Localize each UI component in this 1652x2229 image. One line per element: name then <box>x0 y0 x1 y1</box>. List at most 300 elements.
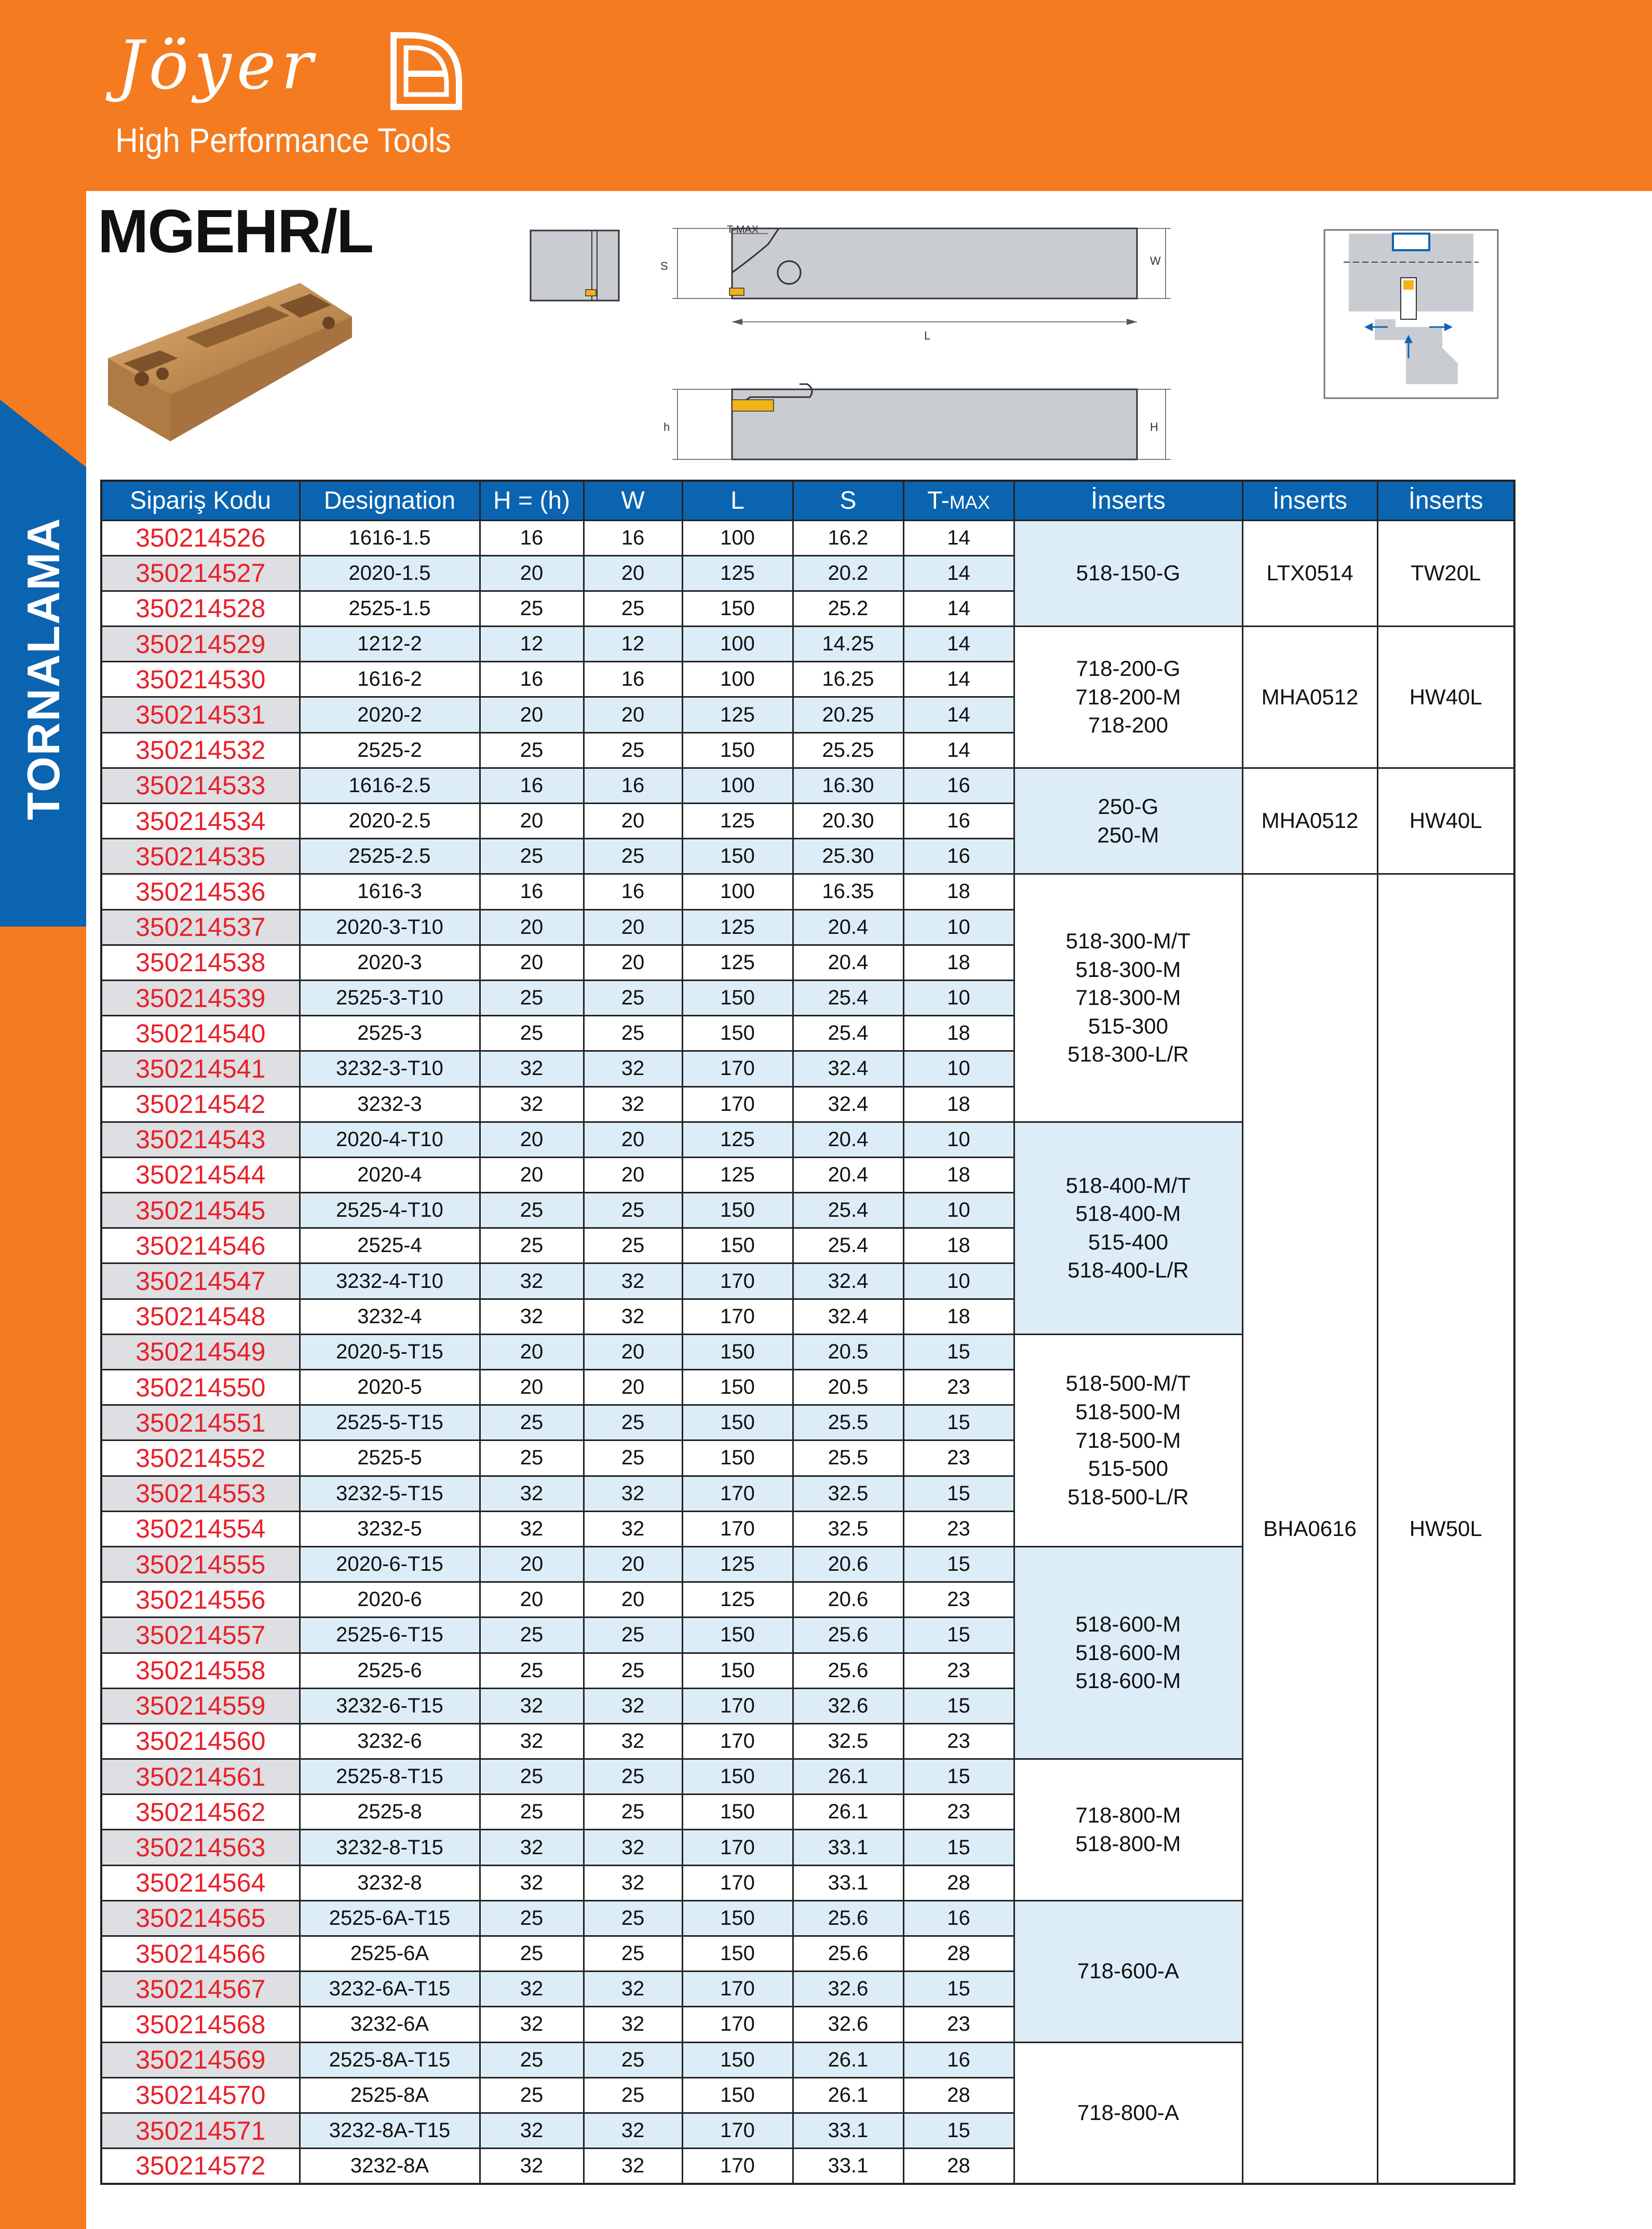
designation-cell: 3232-8A <box>300 2149 480 2184</box>
l-cell: 170 <box>682 1051 793 1086</box>
l-cell: 125 <box>682 804 793 839</box>
w-cell: 20 <box>584 1582 682 1618</box>
designation-cell: 1212-2 <box>300 627 480 662</box>
h-cell: 25 <box>480 1936 584 1972</box>
designation-cell: 2525-6A-T15 <box>300 1900 480 1936</box>
w-cell: 20 <box>584 1334 682 1369</box>
h-cell: 16 <box>480 520 584 555</box>
w-cell: 20 <box>584 555 682 591</box>
h-cell: 32 <box>480 2149 584 2184</box>
order-code-cell: 350214551 <box>101 1405 300 1440</box>
tmax-cell: 14 <box>903 555 1014 591</box>
w-cell: 32 <box>584 1263 682 1299</box>
col-header-designation: Designation <box>300 481 480 520</box>
order-code-cell: 350214544 <box>101 1157 300 1192</box>
l-cell: 170 <box>682 1688 793 1723</box>
order-code-cell: 350214539 <box>101 980 300 1015</box>
h-cell: 32 <box>480 1263 584 1299</box>
s-cell: 25.4 <box>793 1016 903 1051</box>
col-header-code: Sipariş Kodu <box>101 481 300 520</box>
designation-cell: 2020-1.5 <box>300 555 480 591</box>
h-cell: 20 <box>480 1370 584 1405</box>
w-cell: 25 <box>584 1440 682 1476</box>
l-cell: 150 <box>682 1900 793 1936</box>
tmax-cell: 18 <box>903 1157 1014 1192</box>
tmax-cell: 16 <box>903 2042 1014 2077</box>
tmax-cell: 14 <box>903 627 1014 662</box>
designation-cell: 2020-3 <box>300 945 480 980</box>
tmax-cell: 23 <box>903 1653 1014 1688</box>
designation-cell: 3232-5-T15 <box>300 1476 480 1511</box>
l-cell: 150 <box>682 2077 793 2113</box>
table-row <box>101 627 1514 662</box>
h-cell: 25 <box>480 1440 584 1476</box>
l-cell: 150 <box>682 732 793 768</box>
s-cell: 33.1 <box>793 2113 903 2148</box>
tmax-cell: 18 <box>903 945 1014 980</box>
tmax-cell: 10 <box>903 1263 1014 1299</box>
w-cell: 16 <box>584 874 682 909</box>
product-title: MGEHR/L <box>98 197 373 266</box>
tmax-cell: 14 <box>903 591 1014 626</box>
tool-holder-drawing <box>659 223 1173 467</box>
h-cell: 32 <box>480 1972 584 2007</box>
inserts-cell: 518-300-M/T 518-300-M 718-300-M 515-300 518-300-L/R <box>1014 874 1242 1122</box>
designation-cell: 3232-3 <box>300 1086 480 1122</box>
order-code-cell: 350214532 <box>101 732 300 768</box>
tmax-cell: 10 <box>903 1193 1014 1228</box>
designation-cell: 3232-3-T10 <box>300 1051 480 1086</box>
tmax-cell: 18 <box>903 1228 1014 1263</box>
w-cell: 25 <box>584 1653 682 1688</box>
left-band <box>0 0 86 2229</box>
s-cell: 33.1 <box>793 1830 903 1865</box>
order-code-cell: 350214549 <box>101 1334 300 1369</box>
l-cell: 170 <box>682 1299 793 1334</box>
col-header-inserts: İnserts <box>1014 481 1242 520</box>
w-cell: 20 <box>584 945 682 980</box>
dim-h-small-label: h <box>663 420 670 433</box>
order-code-cell: 350214569 <box>101 2042 300 2077</box>
dim-tmax-label: T-MAX <box>727 224 759 236</box>
h-cell: 20 <box>480 1546 584 1582</box>
s-cell: 26.1 <box>793 2042 903 2077</box>
order-code-cell: 350214553 <box>101 1476 300 1511</box>
designation-cell: 2525-6-T15 <box>300 1618 480 1653</box>
w-cell: 32 <box>584 2007 682 2042</box>
w-cell: 25 <box>584 1405 682 1440</box>
s-cell: 32.5 <box>793 1723 903 1759</box>
l-cell: 170 <box>682 1865 793 1900</box>
designation-cell: 3232-4 <box>300 1299 480 1334</box>
l-cell: 125 <box>682 909 793 945</box>
h-cell: 32 <box>480 2113 584 2148</box>
blade-cell: MHA0512 <box>1242 627 1377 768</box>
designation-cell: 1616-2 <box>300 662 480 697</box>
h-cell: 25 <box>480 1618 584 1653</box>
h-cell: 25 <box>480 732 584 768</box>
tmax-cell: 10 <box>903 1122 1014 1157</box>
col-header-l: L <box>682 481 793 520</box>
s-cell: 26.1 <box>793 1795 903 1830</box>
order-code-cell: 350214534 <box>101 804 300 839</box>
tmax-cell: 10 <box>903 980 1014 1015</box>
designation-cell: 3232-4-T10 <box>300 1263 480 1299</box>
order-code-cell: 350214543 <box>101 1122 300 1157</box>
designation-cell: 2020-2.5 <box>300 804 480 839</box>
inserts-cell: 718-800-A <box>1014 2042 1242 2184</box>
h-cell: 32 <box>480 1865 584 1900</box>
l-cell: 170 <box>682 2149 793 2184</box>
s-cell: 32.4 <box>793 1263 903 1299</box>
tmax-cell: 10 <box>903 1051 1014 1086</box>
inserts-cell: 518-150-G <box>1014 520 1242 627</box>
l-cell: 150 <box>682 1405 793 1440</box>
h-cell: 16 <box>480 768 584 803</box>
designation-cell: 2525-8 <box>300 1795 480 1830</box>
l-cell: 150 <box>682 1653 793 1688</box>
l-cell: 125 <box>682 945 793 980</box>
w-cell: 20 <box>584 1157 682 1192</box>
tmax-cell: 23 <box>903 1511 1014 1546</box>
l-cell: 100 <box>682 768 793 803</box>
designation-cell: 1616-3 <box>300 874 480 909</box>
side-category-label: TORNALAMA <box>18 517 69 820</box>
h-cell: 25 <box>480 591 584 626</box>
h-cell: 25 <box>480 2077 584 2113</box>
designation-cell: 2020-6-T15 <box>300 1546 480 1582</box>
h-cell: 20 <box>480 804 584 839</box>
tmax-cell: 18 <box>903 1016 1014 1051</box>
l-cell: 100 <box>682 874 793 909</box>
order-code-cell: 350214550 <box>101 1370 300 1405</box>
s-cell: 26.1 <box>793 1759 903 1795</box>
designation-cell: 1616-1.5 <box>300 520 480 555</box>
l-cell: 125 <box>682 1157 793 1192</box>
tmax-prefix: T- <box>927 486 950 514</box>
s-cell: 32.4 <box>793 1086 903 1122</box>
detail-view-drawing <box>1323 228 1499 400</box>
s-cell: 16.2 <box>793 520 903 555</box>
order-code-cell: 350214560 <box>101 1723 300 1759</box>
l-cell: 150 <box>682 839 793 874</box>
order-code-cell: 350214541 <box>101 1051 300 1086</box>
s-cell: 20.4 <box>793 945 903 980</box>
side-view-drawing <box>529 228 622 304</box>
designation-cell: 2020-5 <box>300 1370 480 1405</box>
tmax-cell: 18 <box>903 1299 1014 1334</box>
order-code-cell: 350214542 <box>101 1086 300 1122</box>
l-cell: 150 <box>682 980 793 1015</box>
l-cell: 170 <box>682 1476 793 1511</box>
h-cell: 12 <box>480 627 584 662</box>
tmax-cell: 28 <box>903 1865 1014 1900</box>
order-code-cell: 350214561 <box>101 1759 300 1795</box>
order-code-cell: 350214536 <box>101 874 300 909</box>
tmax-cell: 28 <box>903 2077 1014 2113</box>
tmax-cell: 14 <box>903 662 1014 697</box>
l-cell: 170 <box>682 1830 793 1865</box>
s-cell: 33.1 <box>793 1865 903 1900</box>
key-cell: HW50L <box>1377 874 1514 2184</box>
h-cell: 20 <box>480 1122 584 1157</box>
s-cell: 25.4 <box>793 980 903 1015</box>
l-cell: 150 <box>682 1759 793 1795</box>
w-cell: 16 <box>584 662 682 697</box>
designation-cell: 2525-4 <box>300 1228 480 1263</box>
table-row <box>101 520 1514 555</box>
s-cell: 32.6 <box>793 1972 903 2007</box>
table-header-row <box>101 481 1514 520</box>
table-row <box>101 874 1514 909</box>
col-header-h: H = (h) <box>480 481 584 520</box>
order-code-cell: 350214527 <box>101 555 300 591</box>
w-cell: 25 <box>584 1193 682 1228</box>
designation-cell: 2525-2 <box>300 732 480 768</box>
order-code-cell: 350214538 <box>101 945 300 980</box>
s-cell: 20.2 <box>793 555 903 591</box>
w-cell: 20 <box>584 804 682 839</box>
l-cell: 150 <box>682 591 793 626</box>
l-cell: 170 <box>682 2113 793 2148</box>
s-cell: 16.35 <box>793 874 903 909</box>
h-cell: 32 <box>480 1723 584 1759</box>
s-cell: 32.5 <box>793 1511 903 1546</box>
s-cell: 20.4 <box>793 1122 903 1157</box>
tmax-cell: 14 <box>903 697 1014 732</box>
designation-cell: 2525-5-T15 <box>300 1405 480 1440</box>
order-code-cell: 350214530 <box>101 662 300 697</box>
tmax-suffix: MAX <box>949 491 990 513</box>
designation-cell: 3232-5 <box>300 1511 480 1546</box>
designation-cell: 2020-4 <box>300 1157 480 1192</box>
tmax-cell: 16 <box>903 804 1014 839</box>
l-cell: 150 <box>682 1370 793 1405</box>
tmax-cell: 23 <box>903 1795 1014 1830</box>
h-cell: 25 <box>480 1405 584 1440</box>
tmax-cell: 23 <box>903 1582 1014 1618</box>
l-cell: 125 <box>682 697 793 732</box>
designation-cell: 3232-6A-T15 <box>300 1972 480 2007</box>
brand-logo-icon <box>388 30 464 112</box>
l-cell: 150 <box>682 1334 793 1369</box>
w-cell: 32 <box>584 1865 682 1900</box>
h-cell: 25 <box>480 1653 584 1688</box>
tmax-cell: 23 <box>903 1370 1014 1405</box>
table-body <box>101 520 1514 2184</box>
key-cell: HW40L <box>1377 768 1514 874</box>
tmax-cell: 23 <box>903 2007 1014 2042</box>
designation-cell: 2525-1.5 <box>300 591 480 626</box>
designation-cell: 2020-5-T15 <box>300 1334 480 1369</box>
designation-cell: 3232-8-T15 <box>300 1830 480 1865</box>
w-cell: 25 <box>584 1900 682 1936</box>
w-cell: 32 <box>584 1830 682 1865</box>
h-cell: 32 <box>480 1299 584 1334</box>
s-cell: 20.5 <box>793 1370 903 1405</box>
order-code-cell: 350214545 <box>101 1193 300 1228</box>
h-cell: 20 <box>480 697 584 732</box>
s-cell: 14.25 <box>793 627 903 662</box>
s-cell: 32.6 <box>793 1688 903 1723</box>
l-cell: 125 <box>682 1546 793 1582</box>
s-cell: 32.5 <box>793 1476 903 1511</box>
designation-cell: 3232-6A <box>300 2007 480 2042</box>
s-cell: 25.30 <box>793 839 903 874</box>
w-cell: 32 <box>584 1476 682 1511</box>
w-cell: 32 <box>584 2149 682 2184</box>
order-code-cell: 350214567 <box>101 1972 300 2007</box>
order-code-cell: 350214558 <box>101 1653 300 1688</box>
w-cell: 32 <box>584 2113 682 2148</box>
h-cell: 32 <box>480 1086 584 1122</box>
order-code-cell: 350214572 <box>101 2149 300 2184</box>
order-code-cell: 350214528 <box>101 591 300 626</box>
s-cell: 25.6 <box>793 1900 903 1936</box>
l-cell: 100 <box>682 662 793 697</box>
l-cell: 170 <box>682 2007 793 2042</box>
order-code-cell: 350214562 <box>101 1795 300 1830</box>
h-cell: 25 <box>480 980 584 1015</box>
col-header-tmax <box>903 481 1014 520</box>
s-cell: 25.4 <box>793 1193 903 1228</box>
designation-cell: 3232-8 <box>300 1865 480 1900</box>
inserts-cell: 718-800-M 518-800-M <box>1014 1759 1242 1901</box>
designation-cell: 3232-6 <box>300 1723 480 1759</box>
order-code-cell: 350214535 <box>101 839 300 874</box>
h-cell: 25 <box>480 1193 584 1228</box>
product-table <box>100 480 1515 2185</box>
l-cell: 125 <box>682 1582 793 1618</box>
h-cell: 25 <box>480 2042 584 2077</box>
tmax-cell: 15 <box>903 1972 1014 2007</box>
table-row <box>101 768 1514 803</box>
h-cell: 32 <box>480 1476 584 1511</box>
h-cell: 32 <box>480 2007 584 2042</box>
l-cell: 150 <box>682 1228 793 1263</box>
tmax-cell: 28 <box>903 2149 1014 2184</box>
w-cell: 16 <box>584 768 682 803</box>
w-cell: 25 <box>584 591 682 626</box>
tmax-cell: 18 <box>903 1086 1014 1122</box>
w-cell: 20 <box>584 1370 682 1405</box>
inserts-cell: 718-600-A <box>1014 1900 1242 2042</box>
designation-cell: 2525-3 <box>300 1016 480 1051</box>
inserts-cell: 518-500-M/T 518-500-M 718-500-M 515-500 518-500-L/R <box>1014 1334 1242 1546</box>
col-header-s: S <box>793 481 903 520</box>
s-cell: 26.1 <box>793 2077 903 2113</box>
s-cell: 20.5 <box>793 1334 903 1369</box>
tmax-cell: 23 <box>903 1723 1014 1759</box>
order-code-cell: 350214548 <box>101 1299 300 1334</box>
w-cell: 25 <box>584 1795 682 1830</box>
w-cell: 25 <box>584 1618 682 1653</box>
brand-tagline: High Performance Tools <box>115 121 451 159</box>
designation-cell: 2525-8-T15 <box>300 1759 480 1795</box>
s-cell: 32.6 <box>793 2007 903 2042</box>
key-cell: HW40L <box>1377 627 1514 768</box>
order-code-cell: 350214570 <box>101 2077 300 2113</box>
w-cell: 12 <box>584 627 682 662</box>
w-cell: 32 <box>584 1299 682 1334</box>
order-code-cell: 350214559 <box>101 1688 300 1723</box>
designation-cell: 2020-6 <box>300 1582 480 1618</box>
w-cell: 25 <box>584 1936 682 1972</box>
w-cell: 25 <box>584 2042 682 2077</box>
designation-cell: 2525-5 <box>300 1440 480 1476</box>
tmax-cell: 28 <box>903 1936 1014 1972</box>
l-cell: 150 <box>682 1193 793 1228</box>
h-cell: 25 <box>480 1795 584 1830</box>
tmax-cell: 14 <box>903 520 1014 555</box>
order-code-cell: 350214533 <box>101 768 300 803</box>
h-cell: 25 <box>480 1900 584 1936</box>
designation-cell: 1616-2.5 <box>300 768 480 803</box>
order-code-cell: 350214552 <box>101 1440 300 1476</box>
h-cell: 16 <box>480 874 584 909</box>
designation-cell: 2020-2 <box>300 697 480 732</box>
s-cell: 32.4 <box>793 1051 903 1086</box>
l-cell: 150 <box>682 1016 793 1051</box>
s-cell: 25.6 <box>793 1653 903 1688</box>
tmax-cell: 15 <box>903 1405 1014 1440</box>
w-cell: 32 <box>584 1086 682 1122</box>
h-cell: 25 <box>480 1016 584 1051</box>
inserts-cell: 250-G 250-M <box>1014 768 1242 874</box>
inserts-cell: 718-200-G 718-200-M 718-200 <box>1014 627 1242 768</box>
dim-h-big-label: H <box>1150 420 1158 433</box>
s-cell: 25.25 <box>793 732 903 768</box>
h-cell: 32 <box>480 1830 584 1865</box>
l-cell: 170 <box>682 1972 793 2007</box>
l-cell: 170 <box>682 1511 793 1546</box>
designation-cell: 2525-6 <box>300 1653 480 1688</box>
s-cell: 25.2 <box>793 591 903 626</box>
l-cell: 170 <box>682 1263 793 1299</box>
l-cell: 100 <box>682 627 793 662</box>
tmax-cell: 15 <box>903 1688 1014 1723</box>
tmax-cell: 18 <box>903 874 1014 909</box>
order-code-cell: 350214571 <box>101 2113 300 2148</box>
tmax-cell: 15 <box>903 1546 1014 1582</box>
tmax-cell: 15 <box>903 1476 1014 1511</box>
order-code-cell: 350214563 <box>101 1830 300 1865</box>
l-cell: 125 <box>682 555 793 591</box>
order-code-cell: 350214566 <box>101 1936 300 1972</box>
tmax-cell: 15 <box>903 1830 1014 1865</box>
designation-cell: 2020-3-T10 <box>300 909 480 945</box>
h-cell: 20 <box>480 945 584 980</box>
order-code-cell: 350214554 <box>101 1511 300 1546</box>
designation-cell: 2525-6A <box>300 1936 480 1972</box>
tmax-cell: 15 <box>903 1334 1014 1369</box>
h-cell: 20 <box>480 1157 584 1192</box>
w-cell: 25 <box>584 1016 682 1051</box>
w-cell: 25 <box>584 2077 682 2113</box>
w-cell: 16 <box>584 520 682 555</box>
s-cell: 16.30 <box>793 768 903 803</box>
order-code-cell: 350214537 <box>101 909 300 945</box>
w-cell: 32 <box>584 1723 682 1759</box>
blade-cell: BHA0616 <box>1242 874 1377 2184</box>
order-code-cell: 350214556 <box>101 1582 300 1618</box>
h-cell: 32 <box>480 1688 584 1723</box>
insert-photo-illustration <box>92 275 362 446</box>
s-cell: 33.1 <box>793 2149 903 2184</box>
w-cell: 25 <box>584 1759 682 1795</box>
h-cell: 25 <box>480 839 584 874</box>
order-code-cell: 350214568 <box>101 2007 300 2042</box>
